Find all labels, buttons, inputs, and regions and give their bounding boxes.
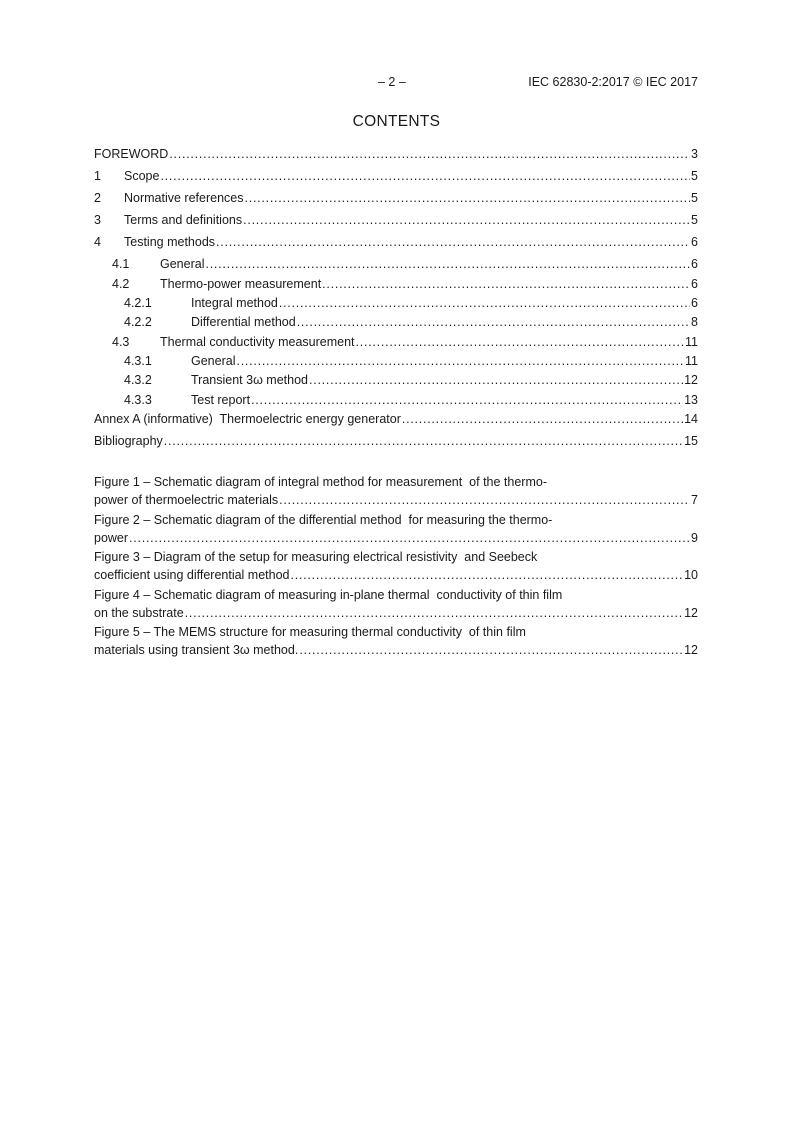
figure-caption-line2: power [94, 531, 129, 545]
figure-caption-line1: Figure 2 – Schematic diagram of the differential method for measuring the thermo- [94, 513, 553, 527]
toc-entry-page: 13 [684, 393, 698, 407]
page-header [0, 75, 793, 93]
toc-entry-number: 4.1 [112, 257, 130, 271]
toc-entry-number: 4.2.1 [124, 296, 152, 310]
dot-leader [236, 354, 684, 368]
dot-leader [160, 169, 690, 183]
dot-leader [243, 213, 690, 227]
toc-entry-label: Differential method [191, 315, 296, 329]
toc-entry-page: 6 [691, 257, 698, 271]
toc-entry-page: 11 [685, 354, 698, 368]
toc-entry-number: 1 [94, 169, 101, 183]
toc-entry-page: 8 [691, 315, 698, 329]
figure-caption-line1: Figure 1 – Schematic diagram of integral method for measurement of the thermo- [94, 475, 547, 489]
toc-entry[interactable] [94, 410, 698, 426]
toc-entry-label: General [191, 354, 236, 368]
dot-leader [322, 277, 690, 291]
toc-entry[interactable] [94, 313, 698, 329]
toc-entry[interactable] [94, 371, 698, 387]
toc-entry-number: 4.3.2 [124, 373, 152, 387]
figure-entry[interactable] [94, 475, 698, 507]
toc-entry[interactable] [94, 189, 698, 205]
toc-entry[interactable] [94, 333, 698, 349]
toc-entry-number: 4.3.1 [124, 354, 152, 368]
toc-entry-label: Bibliography [94, 434, 163, 448]
dot-leader [356, 335, 684, 349]
toc-entry[interactable] [94, 432, 698, 448]
toc-entry-page: 5 [691, 191, 698, 205]
toc-entry[interactable] [94, 233, 698, 249]
dot-leader [245, 191, 691, 205]
toc-entry-label: Integral method [191, 296, 278, 310]
toc-entry-label: FOREWORD [94, 147, 169, 161]
toc-entry-label: Test report [191, 393, 251, 407]
toc-entry-label: General [160, 257, 205, 271]
dot-leader [297, 315, 690, 329]
dot-leader [216, 235, 690, 249]
dot-leader [279, 296, 690, 310]
toc-entry[interactable] [94, 211, 698, 227]
figure-caption-line2: materials using transient 3ω method. [94, 643, 299, 657]
toc-entry[interactable] [94, 167, 698, 183]
toc-entry-number: 4.2 [112, 277, 130, 291]
toc-entry-page: 6 [691, 296, 698, 310]
toc-entry-number: 3 [94, 213, 101, 227]
toc-entry-number: 4 [94, 235, 101, 249]
figure-caption-line2: power of thermoelectric materials [94, 493, 279, 507]
toc-entry-number: 4.2.2 [124, 315, 152, 329]
toc-entry[interactable] [94, 275, 698, 291]
dot-leader [185, 606, 683, 620]
dot-leader [309, 373, 683, 387]
dot-leader [291, 568, 684, 582]
toc-entry-page: 6 [691, 277, 698, 291]
figure-entry[interactable] [94, 513, 698, 545]
toc-entry-label: Annex A (informative) Thermoelectric energy generator [94, 412, 401, 426]
page-number: – 2 – [378, 75, 406, 89]
dot-leader [279, 493, 690, 507]
dot-leader [402, 412, 683, 426]
toc-entry-label: Normative references [124, 191, 244, 205]
toc-entry-label: Thermo-power measurement [160, 277, 322, 291]
dot-leader [164, 434, 683, 448]
toc-entry-page: 5 [691, 213, 698, 227]
toc-entry-label: Scope [124, 169, 160, 183]
dot-leader [129, 531, 690, 545]
toc-entry-number: 4.3.3 [124, 393, 152, 407]
figure-page: 9 [691, 531, 698, 545]
toc-entry-number: 4.3 [112, 335, 130, 349]
figure-page: 10 [684, 568, 698, 582]
figure-page: 12 [684, 643, 698, 657]
figure-entry[interactable] [94, 588, 698, 620]
dot-leader [169, 147, 690, 161]
toc-entry-page: 5 [691, 169, 698, 183]
toc-entry-label: Thermal conductivity measurement [160, 335, 355, 349]
document-reference: IEC 62830-2:2017 © IEC 2017 [528, 75, 698, 89]
toc-entry[interactable] [94, 255, 698, 271]
toc-entry-page: 3 [691, 147, 698, 161]
toc-entry-page: 11 [685, 335, 698, 349]
toc-entry-page: 12 [684, 373, 698, 387]
contents-title: CONTENTS [352, 113, 441, 130]
toc-entry-page: 6 [691, 235, 698, 249]
figure-caption-line2: coefficient using differential method [94, 568, 290, 582]
figure-caption-line1: Figure 4 – Schematic diagram of measuring in-plane thermal conductivity of thin film [94, 588, 563, 602]
dot-leader [299, 643, 683, 657]
figure-caption-line1: Figure 5 – The MEMS structure for measuring thermal conductivity of thin film [94, 625, 526, 639]
toc-entry[interactable] [94, 391, 698, 407]
figure-caption-line1: Figure 3 – Diagram of the setup for measuring electrical resistivity and Seebeck [94, 550, 538, 564]
toc-entry-page: 15 [684, 434, 698, 448]
dot-leader [205, 257, 690, 271]
toc-entry[interactable] [94, 294, 698, 310]
toc-entry-label: Testing methods [124, 235, 216, 249]
toc-entry[interactable] [94, 145, 698, 161]
toc-entry-page: 14 [684, 412, 698, 426]
dot-leader [251, 393, 683, 407]
figure-page: 12 [684, 606, 698, 620]
figure-entry[interactable] [94, 625, 698, 657]
figure-page: 7 [691, 493, 698, 507]
figure-caption-line2: on the substrate [94, 606, 184, 620]
toc-entry-label: Terms and definitions [124, 213, 243, 227]
toc-entry[interactable] [94, 352, 698, 368]
toc-entry-label: Transient 3ω method [191, 373, 308, 387]
figure-entry[interactable] [94, 550, 698, 582]
toc-entry-number: 2 [94, 191, 101, 205]
